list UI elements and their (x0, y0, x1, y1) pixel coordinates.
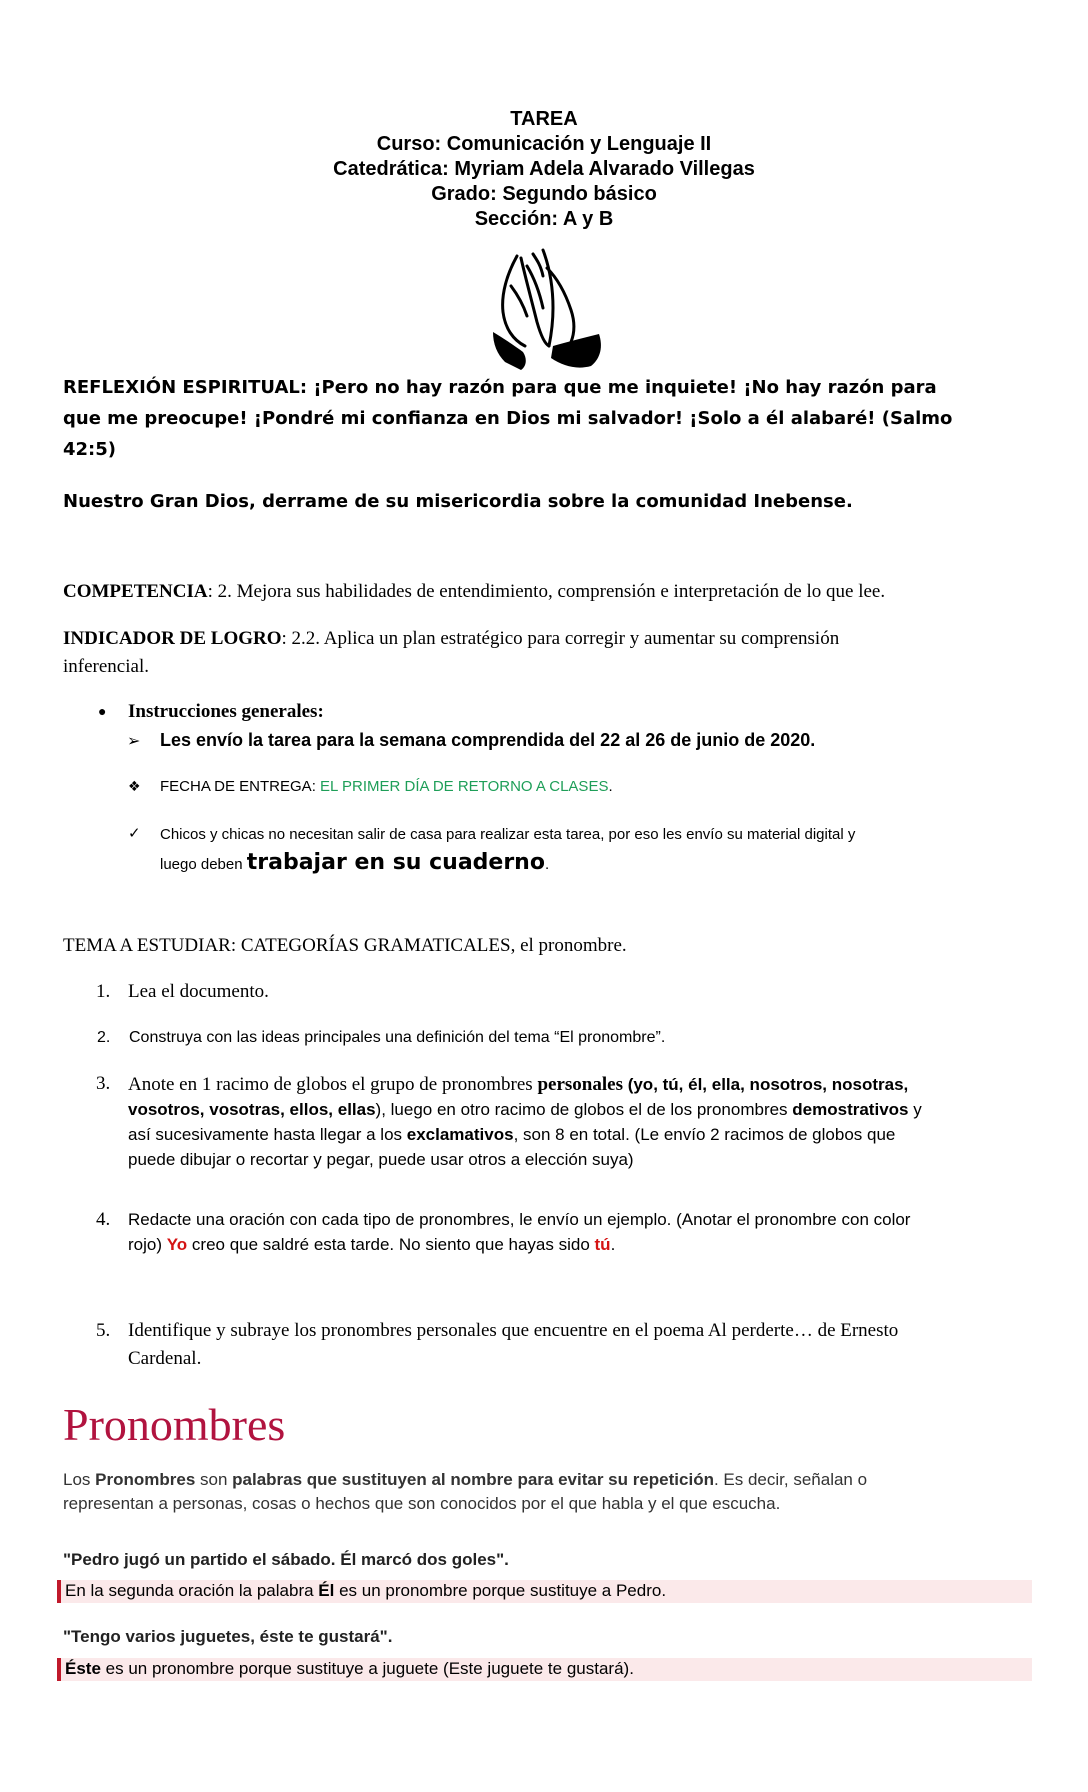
arrow-bullet-icon: ➢ (127, 733, 141, 750)
grade-line: Grado: Segundo básico (431, 183, 657, 205)
praying-hands-icon (487, 246, 607, 372)
example-2: "Tengo varios juguetes, éste te gustará". (63, 1627, 393, 1646)
reflection-line-3: 42:5) (63, 439, 116, 460)
definition-line-2: representan a personas, cosas o hechos que son conocidos por el que habla y el que escucha. (63, 1494, 781, 1513)
competencia-text: : 2. Mejora sus habilidades de entendimiento, comprensión e interpretación de lo que lee. (207, 581, 886, 602)
instruction-delivery (160, 778, 613, 795)
task-4-line-1: Redacte una oración con cada tipo de pronombres, le envío un ejemplo. (Anotar el pronombre con color (128, 1210, 911, 1229)
bullet-dot-icon: ● (98, 705, 107, 720)
section-line: Sección: A y B (474, 208, 614, 230)
diamond-bullet-icon: ❖ (128, 778, 141, 794)
teacher-line: Catedrática: Myriam Adela Alvarado Villegas (333, 158, 755, 180)
task-4-line-2: rojo) Yo creo que saldré esta tarde. No siento que hayas sido tú. (128, 1235, 616, 1254)
instruction-digital: Chicos y chicas no necesitan salir de casa para realizar esta tarea, por eso les envío su material digital y (160, 826, 856, 843)
reflection-line-2: que me preocupe! ¡Pondré mi confianza en Dios mi salvador! ¡Solo a él alabaré! (Salmo (63, 408, 953, 429)
competencia-label: COMPETENCIA (63, 581, 208, 602)
checkmark-icon: ✓ (128, 825, 141, 842)
task-4-number: 4. (96, 1209, 111, 1230)
reflection-line-1: REFLEXIÓN ESPIRITUAL: ¡Pero no hay razón para que me inquiete! ¡No hay razón para (63, 377, 937, 398)
course-line: Curso: Comunicación y Lenguaje II (376, 133, 712, 155)
example-pronoun-tu: tú (594, 1235, 611, 1254)
definition-line-1: Los Pronombres son palabras que sustituyen al nombre para evitar su repetición. Es decir, señalan o (63, 1470, 868, 1489)
task-1-text: Lea el documento. (128, 981, 269, 1002)
task-5-number: 5. (96, 1320, 111, 1341)
task-3-number: 3. (96, 1073, 111, 1094)
indicador-label: INDICADOR DE LOGRO (63, 628, 282, 649)
task-1-number: 1. (96, 981, 111, 1002)
task-2-number: 2. (97, 1029, 111, 1046)
instruction-week: Les envío la tarea para la semana comprendida del 22 al 26 de junio de 2020. (160, 730, 816, 750)
notebook-end: . (544, 856, 550, 873)
delivery-date: EL PRIMER DÍA DE RETORNO A CLASES (320, 778, 609, 795)
competencia (63, 581, 1053, 603)
task-3-line-2: vosotros, vosotras, ellos, ellas), luego en otro racimo de globos el de los pronombres demostrativos y (128, 1100, 922, 1119)
example-pronoun-yo: Yo (166, 1235, 188, 1254)
doc-title: TAREA (510, 108, 578, 130)
task-2-text: Construya con las ideas principales una definición del tema “El pronombre”. (129, 1029, 666, 1046)
task-3-line-4: puede dibujar o recortar y pegar, puede usar otros a elección suya) (128, 1150, 634, 1169)
notebook-emphasis: trabajar en su cuaderno (246, 850, 545, 875)
instructions-heading: Instrucciones generales: (128, 701, 324, 722)
example-1: "Pedro jugó un partido el sábado. Él marcó dos goles". (63, 1550, 509, 1569)
delivery-label: FECHA DE ENTREGA: (160, 778, 321, 795)
task-5-line-2: Cardenal. (128, 1348, 202, 1369)
indicador-text: : 2.2. Aplica un plan estratégico para corregir y aumentar su comprensión (281, 628, 840, 649)
task-3-line-1: Anote en 1 racimo de globos el grupo de pronombres personales (yo, tú, él, ella, nosotros, nosotras, (128, 1074, 909, 1095)
notebook-pre: luego deben (160, 856, 247, 873)
topic-line: TEMA A ESTUDIAR: CATEGORÍAS GRAMATICALES, el pronombre. (63, 935, 627, 956)
task-5-line-1: Identifique y subraye los pronombres personales que encuentre en el poema Al perderte… de Ernesto (128, 1320, 899, 1341)
instruction-notebook (160, 850, 549, 875)
example-1-note: En la segunda oración la palabra Él es un pronombre porque sustituye a Pedro. (57, 1580, 1032, 1603)
indicador-text-2: inferencial. (63, 656, 149, 677)
delivery-end: . (608, 778, 613, 795)
section-title: Pronombres (63, 1399, 286, 1450)
indicador (63, 628, 1053, 650)
blessing-line: Nuestro Gran Dios, derrame de su misericordia sobre la comunidad Inebense. (63, 491, 853, 512)
task-3-line-3: así sucesivamente hasta llegar a los exclamativos, son 8 en total. (Le envío 2 racimos de globos que (128, 1125, 896, 1144)
example-2-note: Éste es un pronombre porque sustituye a juguete (Este juguete te gustará). (57, 1658, 1032, 1681)
